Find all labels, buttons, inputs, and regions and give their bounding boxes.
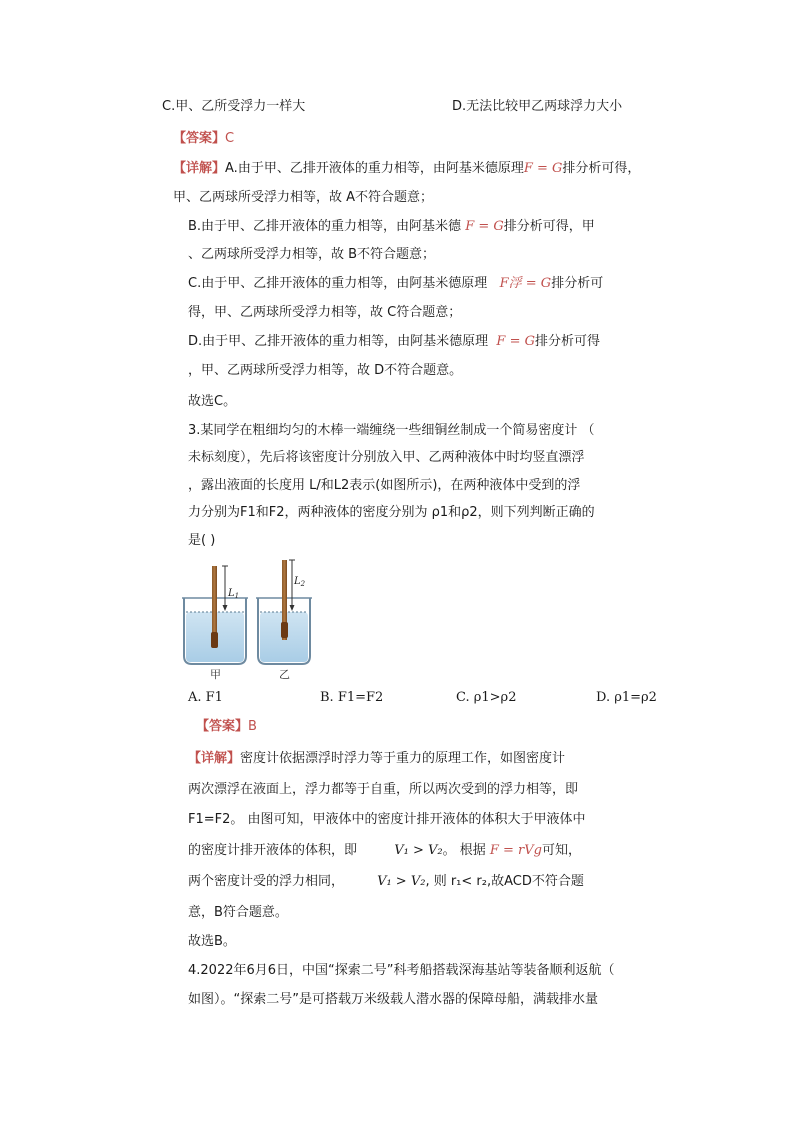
detail3-line3: F1=F2。 由图可知，甲液体中的密度计排开液体的体积大于甲液体中 — [188, 812, 586, 827]
q4-line1: 4.2022年6月6日，中国“探索二号”科考船搭载深海基站等装备顺利返航（ — [188, 963, 615, 978]
label-yi: 乙 — [279, 668, 290, 681]
formula: V₁ > V₂ — [377, 874, 426, 889]
q3-line1: 3.某同学在粗细均匀的木棒一端缠绕一些细铜丝制成一个简易密度计 （ — [188, 423, 595, 438]
formula: V₁ > V₂ — [394, 843, 443, 858]
detail1-c-line2: 得，甲、乙两球所受浮力相等，故 C符合题意； — [188, 305, 462, 320]
answer-line-1 — [173, 130, 234, 148]
q3-option-d: D. ρ1=ρ2 — [596, 690, 657, 705]
formula: F = rVg — [489, 843, 542, 858]
answer-line-3 — [196, 718, 257, 736]
detail1-d-line1: D.由于甲、乙排开液体的重力相等，由阿基米德原理 F = G排分析可得 — [188, 334, 600, 349]
detail-tag: 【详解】 — [188, 751, 241, 766]
detail3-line5: 两个密度计受的浮力相同， V₁ > V₂, 则 r₁< r₂,故ACD不符合题 — [188, 874, 584, 889]
q3-option-c: C. ρ1>ρ2 — [456, 690, 517, 705]
q3-option-b: B. F1=F2 — [320, 690, 384, 705]
detail-tag: 【详解】 — [173, 161, 226, 176]
formula: F = G — [523, 161, 563, 176]
detail1-b-line2: 、乙两球所受浮力相等，故 B不符合题意； — [188, 247, 436, 262]
answer-value: C — [225, 131, 235, 146]
formula: F = G — [496, 334, 535, 349]
q3-option-a: A. F1 — [188, 690, 223, 705]
detail3-line2: 两次漂浮在液面上，浮力都等于自重，所以两次受到的浮力相等，即 — [188, 782, 579, 797]
detail3-line1: 【详解】密度计依据漂浮时浮力等于重力的原理工作，如图密度计 — [188, 751, 566, 766]
q4-line2: 如图）。“探索二号”是可搭载万米级载人潜水器的保障母船，满载排水量 — [188, 992, 598, 1007]
detail1-conclusion: 故选C。 — [188, 394, 237, 409]
label-jia: 甲 — [210, 668, 221, 681]
copper-coil — [211, 632, 218, 648]
option-d-top: D.无法比较甲乙两球浮力大小 — [452, 99, 623, 114]
answer-tag: 【答案】 — [173, 131, 226, 146]
detail3-line4: 的密度计排开液体的体积，即 V₁ > V₂。 根据 F = rVg可知， — [188, 843, 581, 858]
option-c-top: C.甲、乙所受浮力一样大 — [162, 99, 306, 114]
detail3-line6: 意，B符合题意。 — [188, 905, 288, 920]
q3-line2: 未标刻度），先后将该密度计分别放入甲、乙两种液体中时均竖直漂浮 — [188, 450, 585, 465]
formula: F浮 = G — [499, 276, 552, 291]
detail1-d-line2: ，甲、乙两球所受浮力相等，故 D不符合题意。 — [188, 363, 463, 378]
l1-label: $L_1$ — [228, 588, 240, 600]
formula: F = G — [465, 219, 504, 234]
l2-label: $L_2$ — [294, 576, 306, 588]
detail1-a-line2: 甲、乙两球所受浮力相等，故 A不符合题意； — [173, 190, 434, 205]
beaker-jia — [182, 566, 248, 681]
q3-figure — [182, 556, 322, 686]
detail3-conclusion: 故选B。 — [188, 934, 236, 949]
beaker-yi — [256, 560, 312, 681]
detail1-b-line1: B.由于甲、乙排开液体的重力相等，由阿基米德 F = G排分析可得，甲 — [188, 219, 595, 234]
q3-line4: 力分别为F1和F2，两种液体的密度分别为 ρ1和ρ2，则下列判断正确的 — [188, 505, 595, 520]
answer-tag: 【答案】 — [196, 719, 249, 734]
answer-value: B — [248, 719, 257, 734]
detail1-c-line1: C.由于甲、乙排开液体的重力相等，由阿基米德原理 F浮 = G排分析可 — [188, 276, 604, 291]
q3-line5: 是( ) — [188, 533, 216, 548]
detail1-a-line1: 【详解】A.由于甲、乙排开液体的重力相等，由阿基米德原理F = G排分析可得， — [173, 161, 641, 176]
q3-line3: ，露出液面的长度用 L/和L2表示(如图所示)，在两种液体中受到的浮 — [188, 478, 581, 493]
copper-coil — [281, 622, 288, 638]
